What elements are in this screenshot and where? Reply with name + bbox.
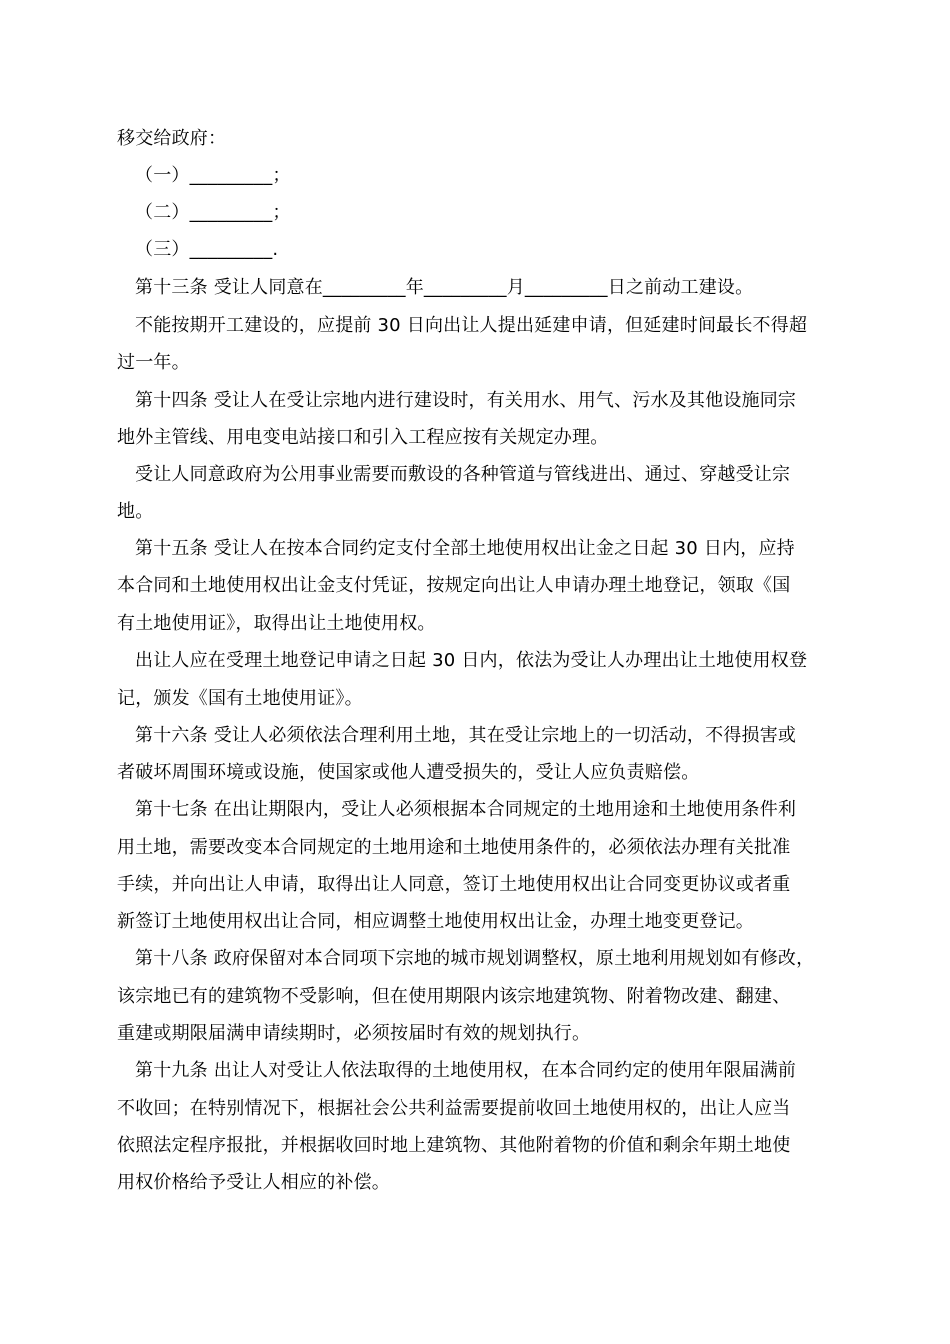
text-line: 出让人应在受理土地登记申请之日起 30 日内，依法为受让人办理出让土地使用权登: [135, 650, 808, 671]
text-line: 有土地使用证》，取得出让土地使用权。: [117, 613, 436, 634]
text-line: （二）_________；: [135, 202, 291, 223]
text-line: 不收回；在特别情况下，根据社会公共利益需要提前收回土地使用权的，出让人应当: [117, 1098, 791, 1119]
text-line: 移交给政府：: [117, 128, 227, 149]
text-line: 第十五条 受让人在按本合同约定支付全部土地使用权出让金之日起 30 日内，应持: [135, 538, 795, 559]
text-line: 本合同和土地使用权出让金支付凭证，按规定向出让人申请办理土地登记，领取《国: [117, 575, 791, 596]
text-line: 第十六条 受让人必须依法合理利用土地，其在受让宗地上的一切活动，不得损害或: [135, 725, 797, 746]
text-line: 依照法定程序报批，并根据收回时地上建筑物、其他附着物的价值和剩余年期土地使: [117, 1135, 791, 1156]
text-line: 地外主管线、用电变电站接口和引入工程应按有关规定办理。: [117, 427, 609, 448]
text-line: 用土地，需要改变本合同规定的土地用途和土地使用条件的，必须依法办理有关批准: [117, 837, 791, 858]
text-line: 该宗地已有的建筑物不受影响，但在使用期限内该宗地建筑物、附着物改建、翻建、: [117, 986, 791, 1007]
text-line: 第十四条 受让人在受让宗地内进行建设时，有关用水、用气、污水及其他设施同宗: [135, 390, 797, 411]
text-line: （一）_________；: [135, 165, 291, 186]
text-line: 者破坏周围环境或设施，使国家或他人遭受损失的，受让人应负责赔偿。: [117, 762, 700, 783]
text-line: 第十三条 受让人同意在_________年_________月_________日之前动工建设。: [135, 277, 754, 298]
text-line: 新签订土地使用权出让合同，相应调整土地使用权出让金，办理土地变更登记。: [117, 911, 754, 932]
text-line: 重建或期限届满申请续期时，必须按届时有效的规划执行。: [117, 1023, 591, 1044]
text-line: 地。: [117, 501, 154, 522]
text-line: 第十七条 在出让期限内，受让人必须根据本合同规定的土地用途和土地使用条件利: [135, 799, 797, 820]
text-line: 受让人同意政府为公用事业需要而敷设的各种管道与管线进出、通过、穿越受让宗: [135, 464, 791, 485]
text-line: （三）_________.: [135, 239, 279, 260]
text-line: 第十八条 政府保留对本合同项下宗地的城市规划调整权，原土地利用规划如有修改，: [135, 948, 815, 969]
text-line: 手续，并向出让人申请，取得出让人同意，签订土地使用权出让合同变更协议或者重: [117, 874, 791, 895]
text-line: 记，颁发《国有土地使用证》。: [117, 688, 363, 709]
text-line: 用权价格给予受让人相应的补偿。: [117, 1172, 390, 1193]
text-line: 第十九条 出让人对受让人依法取得的土地使用权，在本合同约定的使用年限届满前: [135, 1060, 797, 1081]
text-line: 过一年。: [117, 352, 190, 373]
text-line: 不能按期开工建设的，应提前 30 日向出让人提出延建申请，但延建时间最长不得超: [135, 315, 808, 336]
